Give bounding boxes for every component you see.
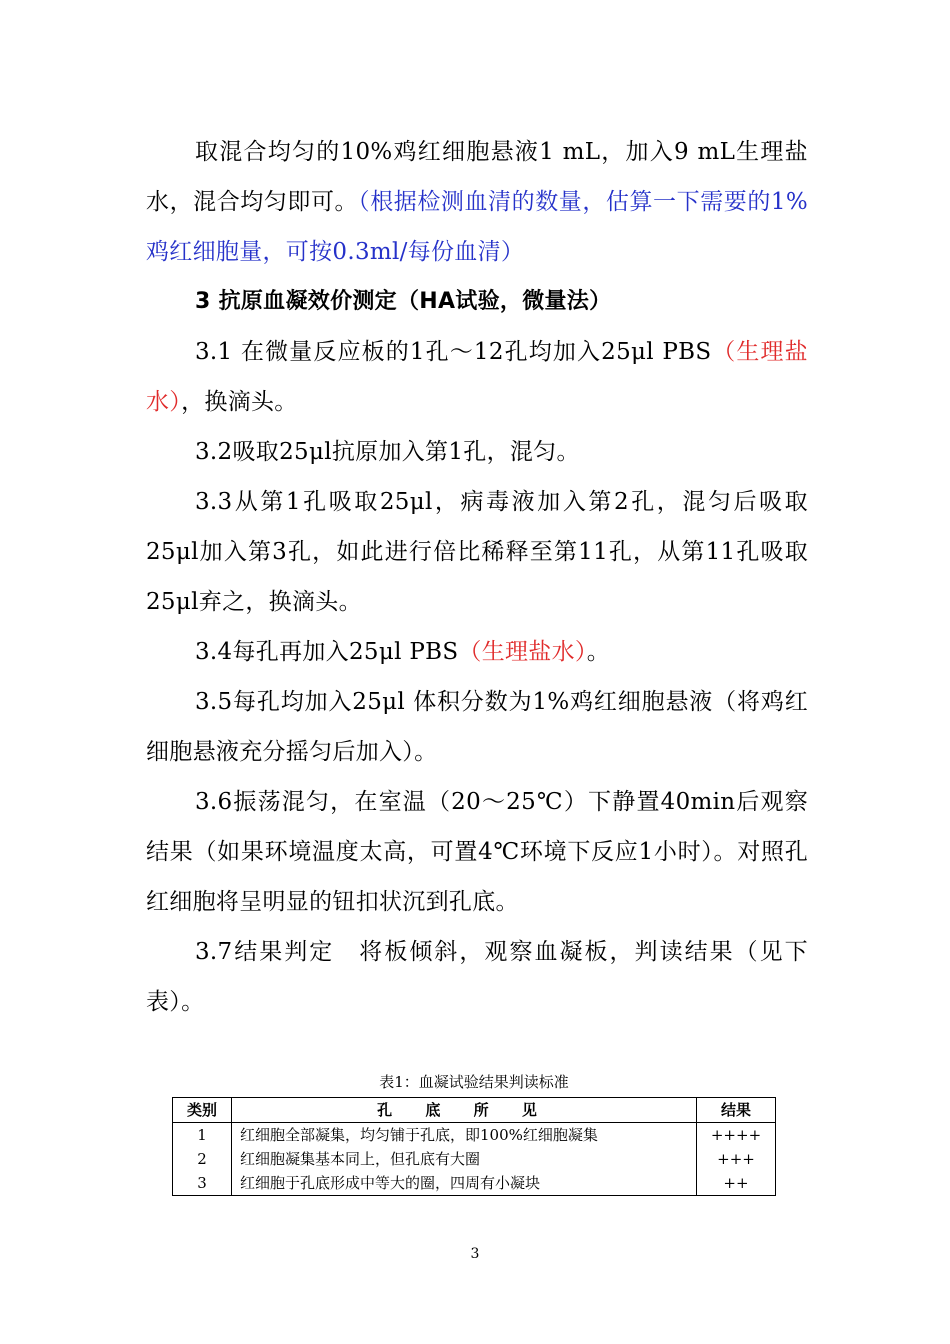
table-caption: 表1：血凝试验结果判读标准 [379,1073,569,1091]
paragraph-3-7: 3.7结果判定 将板倾斜，观察血凝板，判读结果（见下表）。 [146,939,808,1015]
paragraph-3-2: 3.2吸取25μl抗原加入第1孔，混匀。 [195,439,580,465]
dilution-note: （根据检测血清的数量，估算一下需要的1%鸡红细胞量，可按0.3ml/每份血清） [146,189,808,265]
step-3-1-tail: ，换滴头。 [181,389,298,415]
paragraph-dilution [146,127,808,277]
step-3-1-text: 3.1 在微量反应板的1孔～12孔均加入25μl PBS [195,339,712,365]
table-header-row [173,1098,776,1123]
row-observation: 红细胞全部凝集，均匀铺于孔底，即100%红细胞凝集 [232,1123,697,1148]
page-number: 3 [470,1246,480,1262]
header-observation: 孔 底 所 见 [232,1098,697,1123]
row-category: 1 [173,1123,232,1148]
row-result: ++++ [697,1123,776,1148]
paragraph-3-4 [146,627,808,677]
table-row [173,1147,776,1171]
dilution-text: 取混合均匀的10%鸡红细胞悬液1 mL，加入9 mL生理盐水，混合均匀即可。 [146,139,808,215]
result-table-block [172,1071,776,1196]
row-result: +++ [697,1147,776,1171]
row-category: 3 [173,1171,232,1196]
row-result: ++ [697,1171,776,1196]
step-3-4-note: （生理盐水） [458,639,587,665]
paragraph-3-6: 3.6振荡混匀，在室温（20～25℃）下静置40min后观察结果（如果环境温度太高，可置4℃环境下反应1小时）。对照孔红细胞将呈明显的钮扣状沉到孔底。 [146,789,808,915]
document-body [146,127,808,1027]
step-3-4-tail: 。 [586,639,611,665]
result-table [172,1097,776,1196]
row-observation: 红细胞凝集基本同上，但孔底有大圈 [232,1147,697,1171]
row-observation: 红细胞于孔底形成中等大的圈，四周有小凝块 [232,1171,697,1196]
header-category: 类别 [173,1098,232,1123]
step-3-4-text: 3.4每孔再加入25μl PBS [195,639,459,665]
paragraph-3-5: 3.5每孔均加入25μl 体积分数为1%鸡红细胞悬液（将鸡红细胞悬液充分摇匀后加入）。 [146,689,808,765]
row-category: 2 [173,1147,232,1171]
table-row [173,1123,776,1148]
paragraph-3-3: 3.3从第1孔吸取25μl，病毒液加入第2孔，混匀后吸取25μl加入第3孔，如此进行倍比稀释至第11孔，从第11孔吸取25μl弃之，换滴头。 [146,489,808,615]
step-3-1-note: （生理盐水） [146,339,808,415]
header-result: 结果 [697,1098,776,1123]
table-row [173,1171,776,1196]
section-heading-3: 3 抗原血凝效价测定（HA试验，微量法） [195,289,612,314]
paragraph-3-1 [146,327,808,427]
